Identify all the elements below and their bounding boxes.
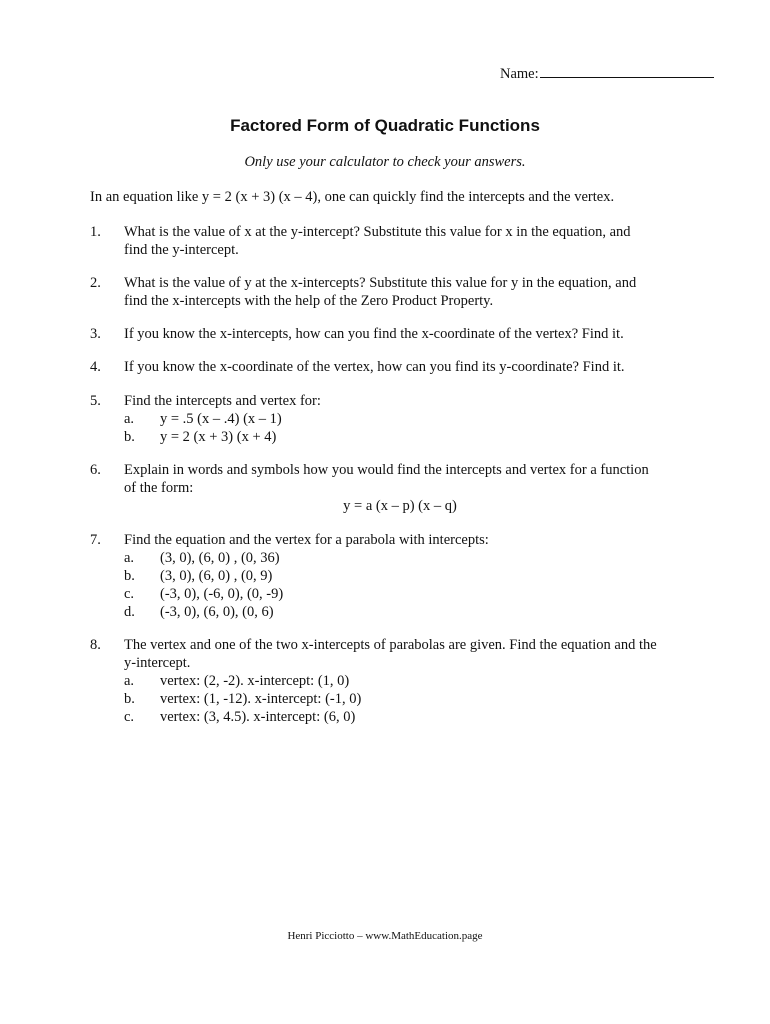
name-blank-line[interactable] (540, 63, 714, 78)
sub-letter: a. (124, 411, 135, 427)
intro-text: In an equation like y = 2 (x + 3) (x – 4), one can quickly find the intercepts and the vertex. (90, 189, 615, 205)
sub-letter: b. (124, 568, 135, 584)
sub-letter: a. (124, 673, 135, 689)
sub-text: (-3, 0), (6, 0), (0, 6) (160, 604, 274, 620)
question-number: 3. (90, 326, 101, 342)
sub-text: (3, 0), (6, 0) , (0, 9) (160, 568, 273, 584)
question-text-line: Find the intercepts and vertex for: (124, 393, 321, 409)
sub-text: (-3, 0), (-6, 0), (0, -9) (160, 586, 284, 602)
page-footer: Henri Picciotto – www.MathEducation.page (287, 930, 483, 942)
sub-text: y = 2 (x + 3) (x + 4) (160, 429, 277, 445)
name-field[interactable] (500, 63, 714, 83)
sub-question-a (124, 549, 710, 567)
question-2 (90, 274, 710, 310)
question-text-line: If you know the x-intercepts, how can you find the x-coordinate of the vertex? Find it. (124, 326, 624, 342)
question-text-line: find the y-intercept. (124, 242, 239, 258)
sub-text: vertex: (1, -12). x-intercept: (-1, 0) (160, 691, 362, 707)
question-7 (90, 531, 710, 621)
sub-question-c (124, 708, 710, 726)
sub-text: vertex: (3, 4.5). x-intercept: (6, 0) (160, 709, 356, 725)
sub-letter: b. (124, 429, 135, 445)
question-text-line: y-intercept. (124, 655, 191, 671)
sub-question-a (124, 672, 710, 690)
sub-text: (3, 0), (6, 0) , (0, 36) (160, 550, 280, 566)
question-3 (90, 325, 710, 343)
general-equation: y = a (x – p) (x – q) (343, 498, 457, 514)
sub-question-c (124, 585, 710, 603)
question-number: 4. (90, 359, 101, 375)
sub-question-a (124, 410, 710, 428)
sub-question-b (124, 428, 710, 446)
question-number: 1. (90, 224, 101, 240)
sub-letter: c. (124, 709, 135, 725)
question-4 (90, 358, 710, 376)
question-number: 2. (90, 275, 101, 291)
question-text-line: find the x-intercepts with the help of the Zero Product Property. (124, 293, 494, 309)
question-number: 6. (90, 462, 101, 478)
sub-letter: d. (124, 604, 135, 620)
sub-question-d (124, 603, 710, 621)
page-title: Factored Form of Quadratic Functions (230, 116, 540, 135)
question-text-line: What is the value of x at the y-intercept? Substitute this value for x in the equation, and (124, 224, 631, 240)
question-number: 7. (90, 532, 101, 548)
name-label: Name: (500, 66, 539, 82)
sub-letter: a. (124, 550, 135, 566)
question-text-line: If you know the x-coordinate of the vertex, how can you find its y-coordinate? Find it. (124, 359, 625, 375)
question-1 (90, 223, 710, 259)
question-text-line: The vertex and one of the two x-intercepts of parabolas are given. Find the equation and the (124, 637, 657, 653)
question-text-line: Explain in words and symbols how you would find the intercepts and vertex for a function (124, 462, 649, 478)
question-number: 5. (90, 393, 101, 409)
question-6 (90, 461, 710, 515)
sub-text: y = .5 (x – .4) (x – 1) (160, 411, 282, 427)
question-5 (90, 392, 710, 446)
sub-question-b (124, 567, 710, 585)
sub-letter: c. (124, 586, 135, 602)
sub-letter: b. (124, 691, 135, 707)
page-subtitle: Only use your calculator to check your answers. (244, 154, 526, 170)
sub-text: vertex: (2, -2). x-intercept: (1, 0) (160, 673, 350, 689)
question-text-line: Find the equation and the vertex for a parabola with intercepts: (124, 532, 489, 548)
question-text-line: What is the value of y at the x-intercepts? Substitute this value for y in the equation, and (124, 275, 637, 291)
question-8 (90, 636, 710, 726)
question-text-line: of the form: (124, 480, 194, 496)
question-number: 8. (90, 637, 101, 653)
sub-question-b (124, 690, 710, 708)
